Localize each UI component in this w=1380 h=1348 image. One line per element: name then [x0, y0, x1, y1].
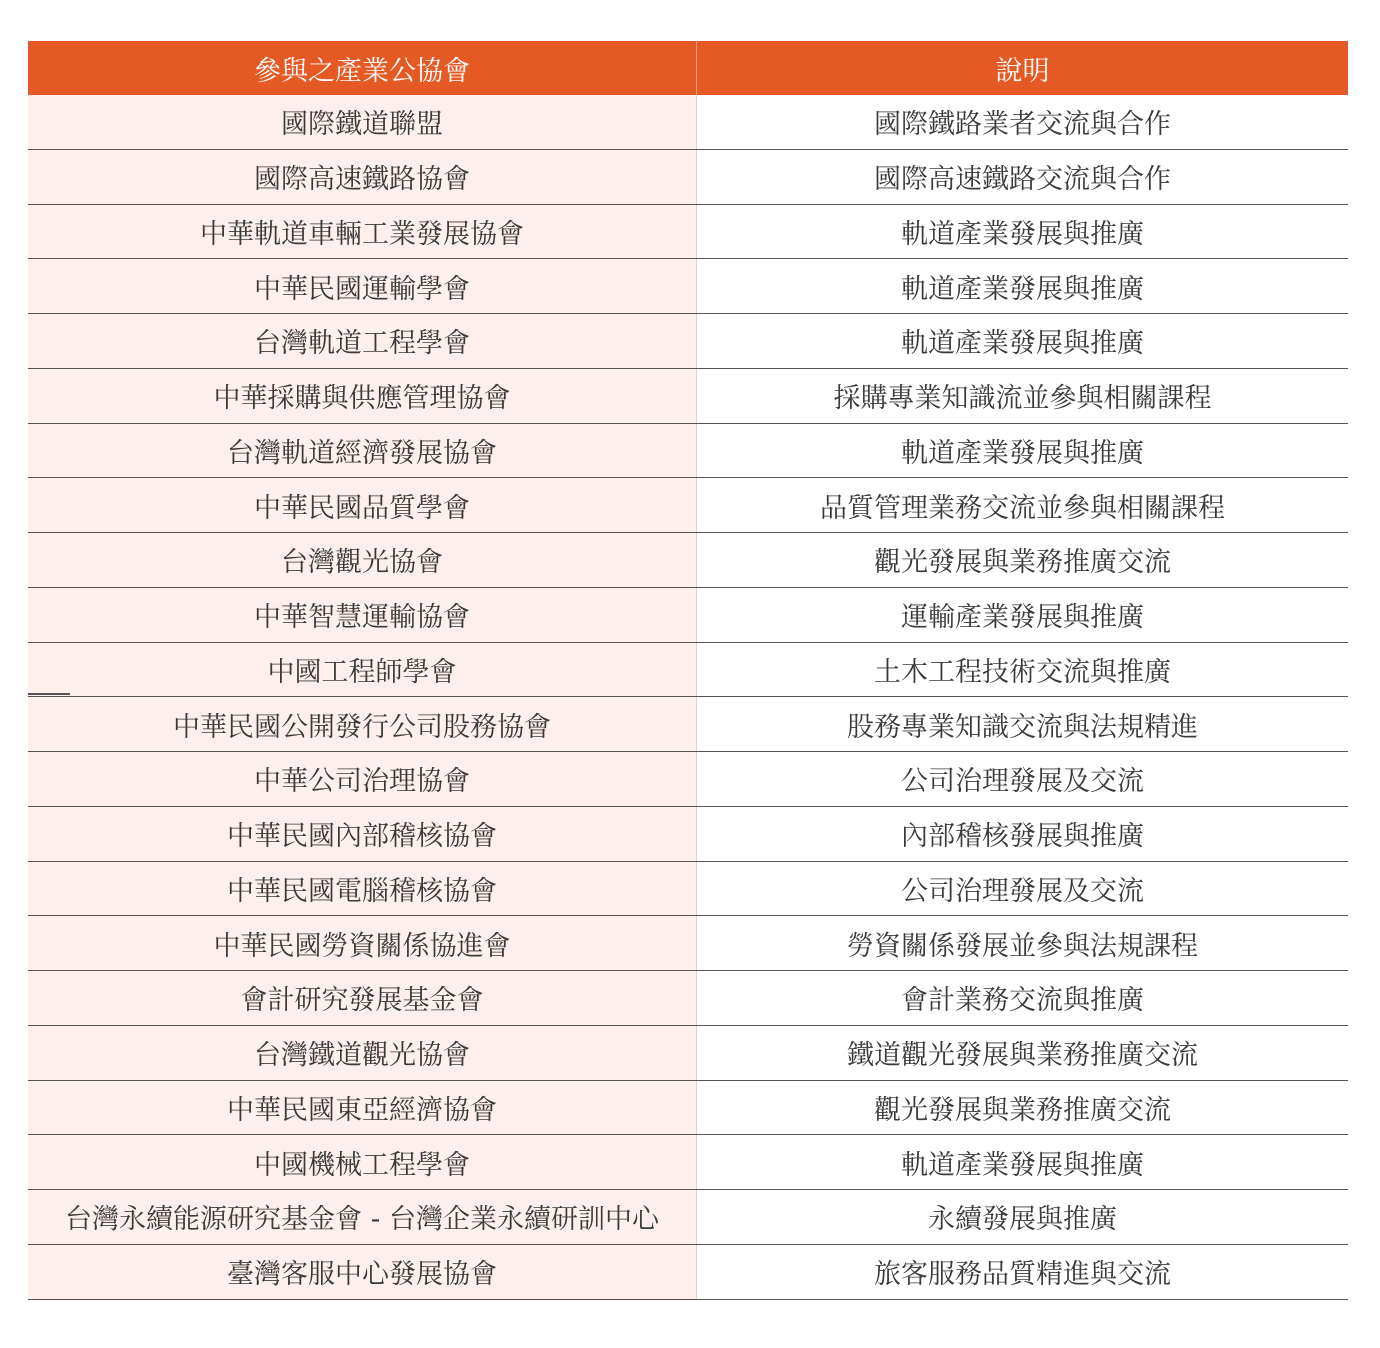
- association-cell: 台灣軌道工程學會: [28, 314, 697, 368]
- table-row: [28, 862, 1348, 917]
- table-header: [28, 41, 1348, 95]
- association-cell: 國際高速鐵路協會: [28, 150, 697, 204]
- description-cell: 公司治理發展及交流: [697, 862, 1348, 916]
- table-row: [28, 1135, 1348, 1190]
- description-cell: 公司治理發展及交流: [697, 752, 1348, 806]
- association-cell: 台灣觀光協會: [28, 533, 697, 587]
- association-cell: 台灣永續能源研究基金會 - 台灣企業永續研訓中心: [28, 1190, 697, 1244]
- description-cell: 軌道產業發展與推廣: [697, 259, 1348, 313]
- table-row: [28, 752, 1348, 807]
- description-cell: 觀光發展與業務推廣交流: [697, 1081, 1348, 1135]
- description-cell: 軌道產業發展與推廣: [697, 1135, 1348, 1189]
- association-cell: 國際鐵道聯盟: [28, 95, 697, 149]
- table-row: [28, 971, 1348, 1026]
- association-cell: 中華民國公開發行公司股務協會: [28, 697, 697, 751]
- table-row: [28, 424, 1348, 479]
- association-cell: 中國機械工程學會: [28, 1135, 697, 1189]
- table-row: [28, 697, 1348, 752]
- description-cell: 永續發展與推廣: [697, 1190, 1348, 1244]
- table-row: [28, 643, 1348, 698]
- table-row: [28, 1026, 1348, 1081]
- association-cell: 中國工程師學會: [28, 643, 697, 697]
- table-row: [28, 314, 1348, 369]
- table-row: [28, 369, 1348, 424]
- table-row: [28, 916, 1348, 971]
- description-cell: 軌道產業發展與推廣: [697, 205, 1348, 259]
- description-cell: 運輸產業發展與推廣: [697, 588, 1348, 642]
- association-cell: 中華民國東亞經濟協會: [28, 1081, 697, 1135]
- divider-fragment: [28, 693, 70, 695]
- association-cell: 中華民國品質學會: [28, 478, 697, 532]
- description-cell: 採購專業知識流並參與相關課程: [697, 369, 1348, 423]
- header-association: 參與之產業公協會: [28, 41, 697, 95]
- description-cell: 土木工程技術交流與推廣: [697, 643, 1348, 697]
- association-cell: 中華民國內部稽核協會: [28, 807, 697, 861]
- association-cell: 中華民國運輸學會: [28, 259, 697, 313]
- association-cell: 台灣軌道經濟發展協會: [28, 424, 697, 478]
- table-row: [28, 150, 1348, 205]
- association-cell: 臺灣客服中心發展協會: [28, 1245, 697, 1299]
- association-cell: 中華採購與供應管理協會: [28, 369, 697, 423]
- table-row: [28, 807, 1348, 862]
- table-row: [28, 95, 1348, 150]
- description-cell: 國際鐵路業者交流與合作: [697, 95, 1348, 149]
- description-cell: 股務專業知識交流與法規精進: [697, 697, 1348, 751]
- association-cell: 中華公司治理協會: [28, 752, 697, 806]
- association-cell: 中華軌道車輛工業發展協會: [28, 205, 697, 259]
- table-row: [28, 1190, 1348, 1245]
- table-row: [28, 205, 1348, 260]
- association-cell: 中華智慧運輸協會: [28, 588, 697, 642]
- description-cell: 鐵道觀光發展與業務推廣交流: [697, 1026, 1348, 1080]
- table-row: [28, 1081, 1348, 1136]
- table-row: [28, 259, 1348, 314]
- description-cell: 軌道產業發展與推廣: [697, 314, 1348, 368]
- table-row: [28, 533, 1348, 588]
- description-cell: 勞資關係發展並參與法規課程: [697, 916, 1348, 970]
- association-table: [28, 41, 1348, 1300]
- description-cell: 品質管理業務交流並參與相關課程: [697, 478, 1348, 532]
- description-cell: 國際高速鐵路交流與合作: [697, 150, 1348, 204]
- table-row: [28, 588, 1348, 643]
- association-cell: 中華民國電腦稽核協會: [28, 862, 697, 916]
- description-cell: 旅客服務品質精進與交流: [697, 1245, 1348, 1299]
- description-cell: 軌道產業發展與推廣: [697, 424, 1348, 478]
- table-row: [28, 478, 1348, 533]
- header-description: 說明: [995, 55, 1050, 87]
- table-row: [28, 1245, 1348, 1300]
- association-cell: 台灣鐵道觀光協會: [28, 1026, 697, 1080]
- association-cell: 中華民國勞資關係協進會: [28, 916, 697, 970]
- description-cell: 會計業務交流與推廣: [697, 971, 1348, 1025]
- association-cell: 會計研究發展基金會: [28, 971, 697, 1025]
- description-cell: 內部稽核發展與推廣: [697, 807, 1348, 861]
- description-cell: 觀光發展與業務推廣交流: [697, 533, 1348, 587]
- table-body: [28, 95, 1348, 1300]
